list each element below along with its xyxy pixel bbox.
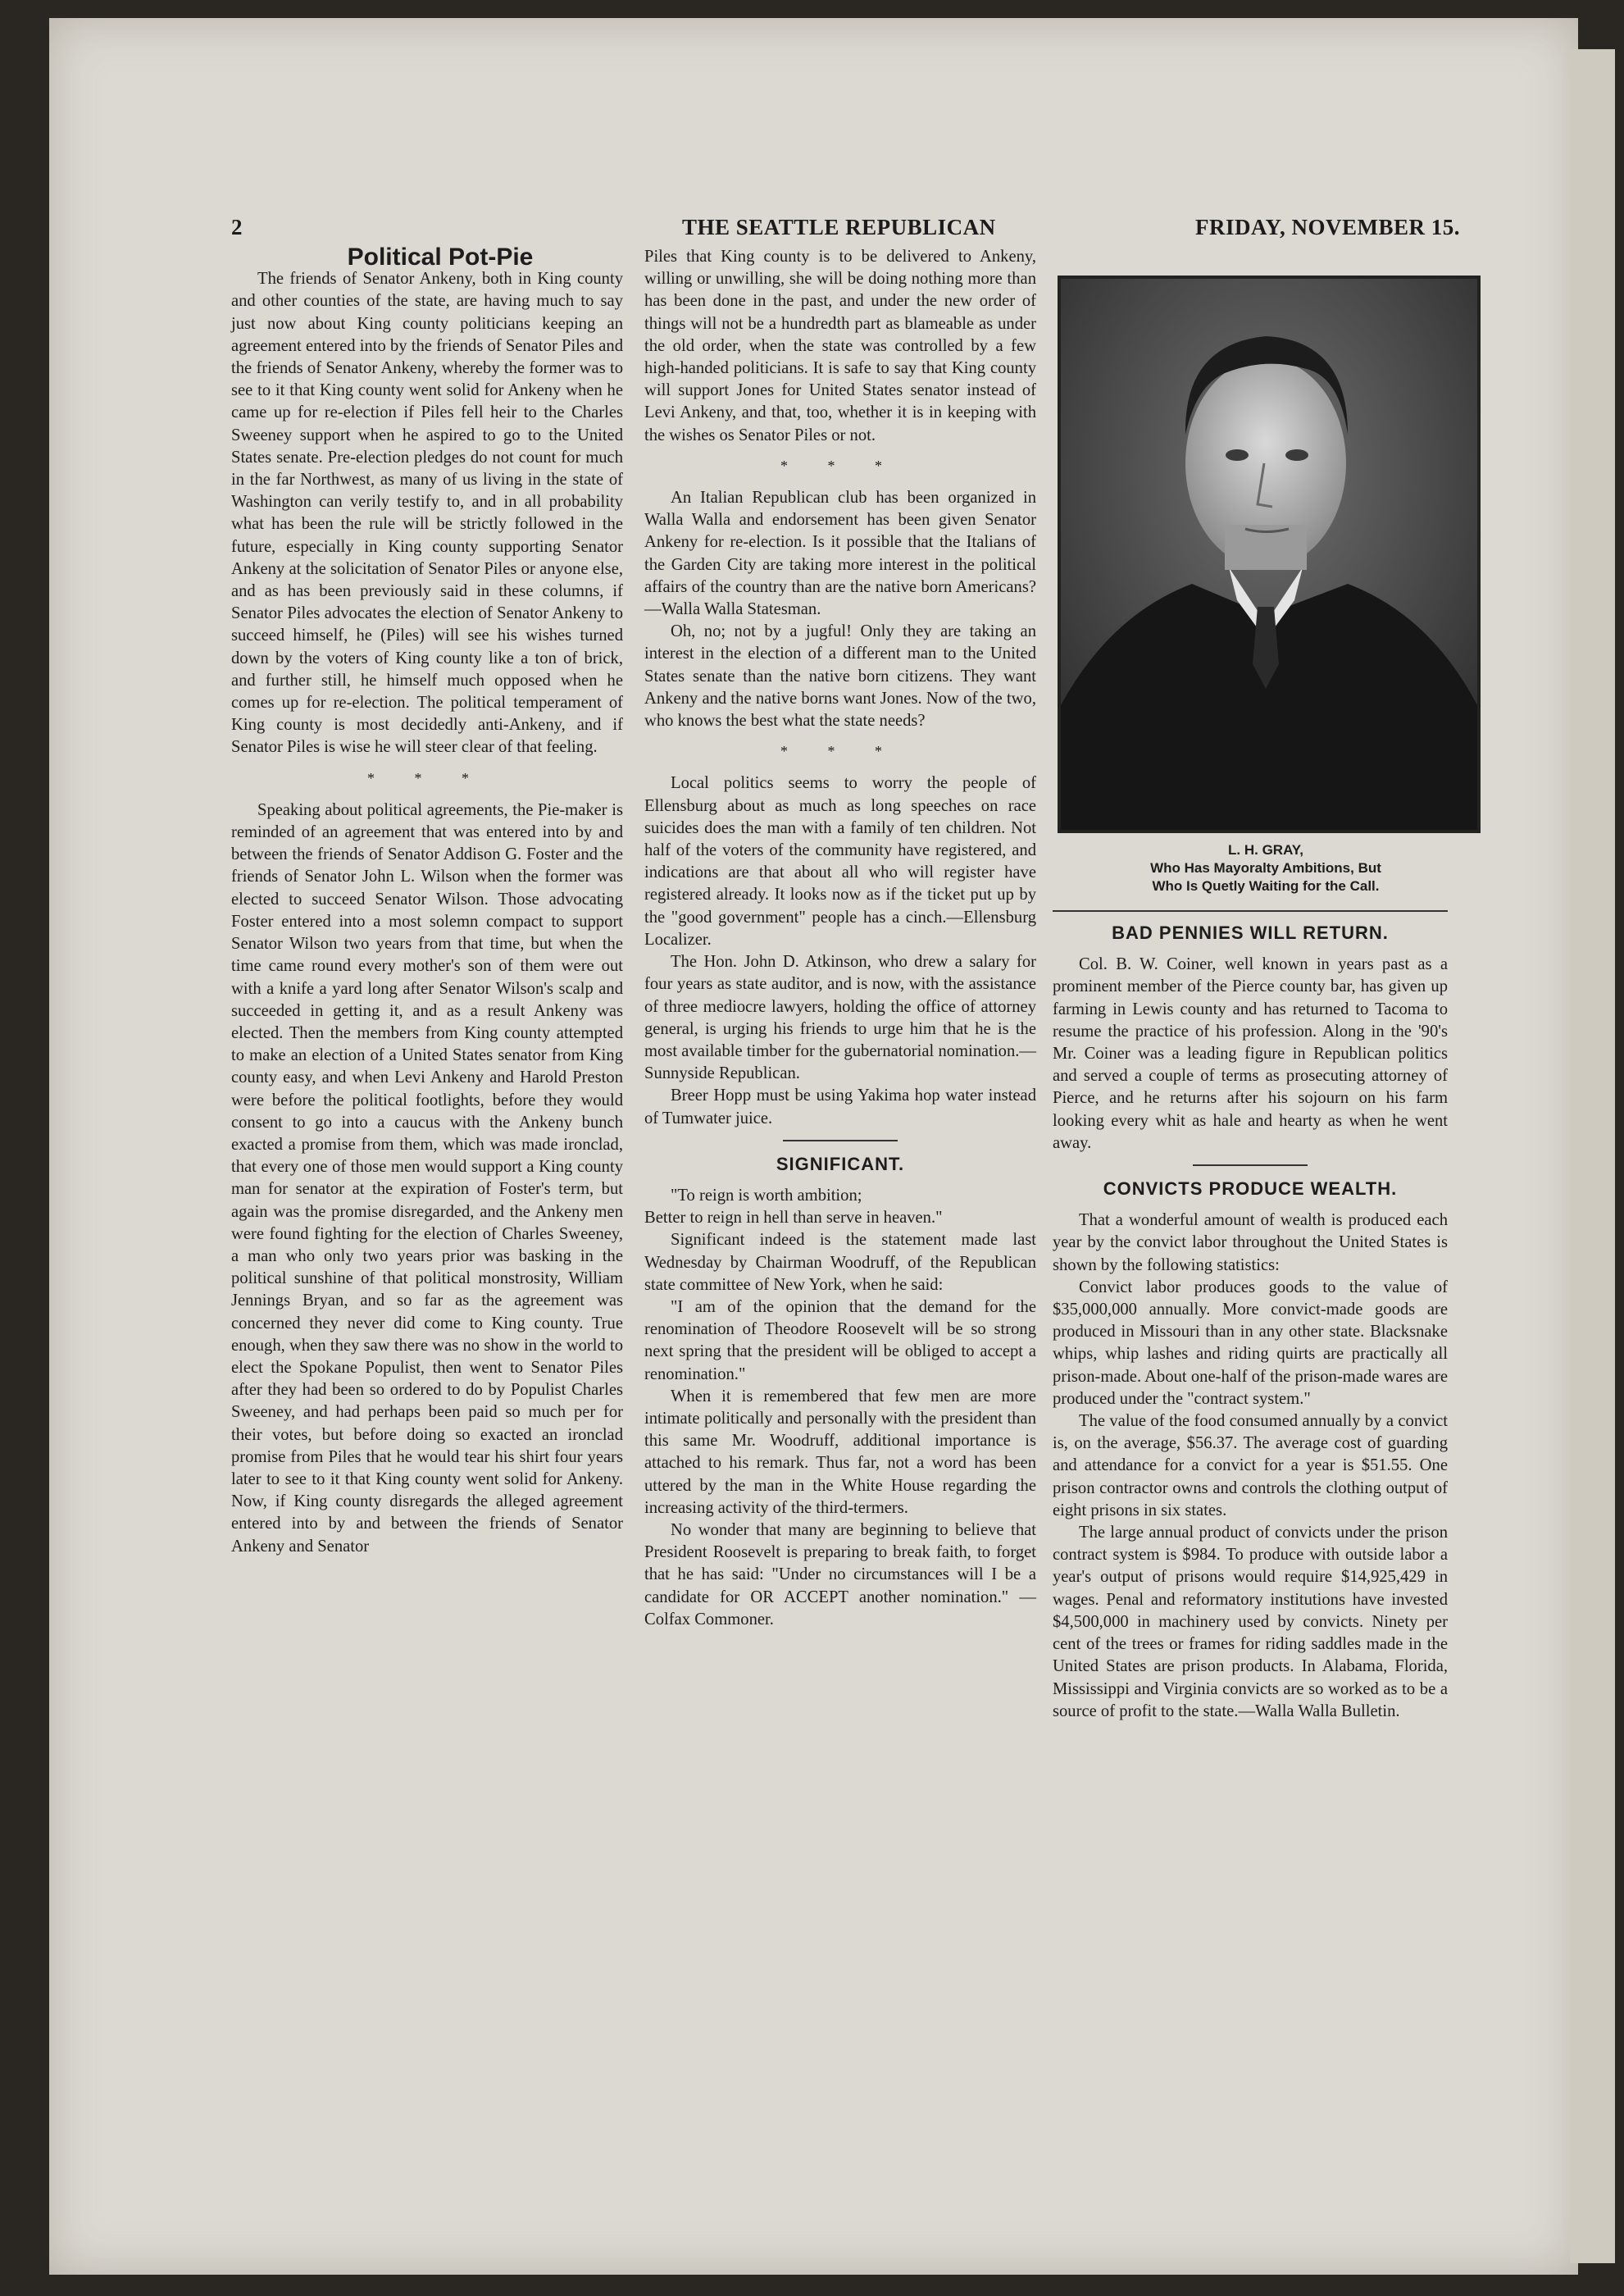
paragraph: The large annual product of convicts under the prison contract system is $984. To produce with outside labor a year's output of prisons would require $14,925,429 in wages. Penal and reformatory institutions have invested $4,500,000 in machinery used by convicts. Ninety per cent of the trees or frames for riding saddles made in the United States are prison products. In Alabama, Florida, Mississippi and Virginia convicts are so worked as to be a source of profit to the state.—Walla Walla Bulletin. — [1053, 1524, 1448, 1720]
article-title-significant: SIGNIFICANT. — [776, 1153, 905, 1174]
paragraph: The Hon. John D. Atkinson, who drew a salary for four years as state auditor, and is now, with the assistance of three mediocre lawyers, holding the office of attorney general, is urging his friends to urge him that he is the most available timber for the gubernatorial nomination.—Sunnyside Republican. — [644, 953, 1036, 1083]
column-2 — [644, 246, 1036, 1631]
paragraph: The value of the food consumed annually by a convict is, on the average, $56.37. The average cost of guarding and attendance for a convict for a year is $51.55. One prison contractor owns and controls the clothing output of eight prisons in six states. — [1053, 1412, 1448, 1519]
section-divider-stars: * * * — [367, 769, 487, 786]
paragraph: Significant indeed is the statement made last Wednesday by Chairman Woodruff, of the Republican state committee of New York, when he said: — [644, 1231, 1036, 1294]
paragraph: Col. B. W. Coiner, well known in years past as a prominent member of the Pierce county bar, has given up farming in Lewis county and has returned to Tacoma to resume the practice of his profession. Along in the '90's Mr. Coiner was a leading figure in Republican politics and served a couple of terms as prosecuting attorney of Pierce, and he returns after his sojourn on his farm looking every whit as hale and hearty as when he went away. — [1053, 955, 1448, 1152]
paragraph: The friends of Senator Ankeny, both in King county and other counties of the state, are having much to say just now about King county politicians keeping an agreement entered into by the friends of Senator Piles and the friends of Senator Ankeny, whereby the former was to see to it that King county went solid for Ankeny when he came up for re-election if Piles fell heir to the Charles Sweeney support when he aspired to go to the United States senate. Pre-election pledges do not count for much in the far Northwest, as many of us living in the state of Washington can verily testify to, and in all probability what has been the rule will be strictly followed in the future, especially in King county supporting Senator Ankeny at the solicitation of Senator Piles or anyone else, and as has been previously said in these columns, if Senator Piles advocates the election of Senator Ankeny to succeed himself, he (Piles) will see his wishes turned down by the voters of King county like a ton of brick, and further still, he himself much opposed when he comes up for re-election. The political temperament of King county is most decidedly anti-Ankeny, and if Senator Piles is wise he will steer clear of that feeling. — [231, 270, 623, 757]
photo-caption — [1051, 841, 1481, 895]
portrait-image — [1061, 279, 1477, 830]
verse-line: "To reign is worth ambition; — [671, 1186, 862, 1205]
column-3 — [1053, 902, 1448, 1723]
caption-line: Who Has Mayoralty Ambitions, But — [1150, 860, 1381, 876]
article-title-bad-pennies: BAD PENNIES WILL RETURN. — [1112, 922, 1389, 943]
paragraph: Oh, no; not by a jugful! Only they are taking an interest in the election of a different man to the United States senate than the native born citizens. They want Ankeny and the native borns want Jones. Now of the two, who knows the best what the state needs? — [644, 622, 1036, 731]
verse-line: Better to reign in hell than serve in heaven." — [644, 1209, 943, 1228]
caption-line: Who Is Quetly Waiting for the Call. — [1152, 878, 1380, 894]
article-title-political-pot-pie: Political Pot-Pie — [347, 244, 534, 271]
paragraph: "I am of the opinion that the demand for the renomination of Theodore Roosevelt will be so strong next spring that the president will be obliged to accept a renomination." — [644, 1297, 1036, 1383]
adjacent-page-edge — [1570, 49, 1615, 2263]
masthead-title: THE SEATTLE REPUBLICAN — [682, 215, 996, 239]
caption-name: L. H. GRAY, — [1228, 842, 1303, 858]
page-number: 2 — [231, 215, 243, 239]
paragraph: No wonder that many are beginning to believe that President Roosevelt is preparing to break faith, to forget that he has said: "Under no circumstances will I be a candidate for OR ACCEPT another nomination." —Colfax Commoner. — [644, 1520, 1036, 1629]
divider-rule — [783, 1140, 898, 1141]
column-1 — [231, 246, 623, 1558]
section-divider-stars: * * * — [780, 743, 900, 760]
portrait-photo — [1058, 276, 1481, 833]
paragraph: When it is remembered that few men are more intimate politically and personally with the president than this same Mr. Woodruff, additional importance is attached to his remark. Thus far, not a word has been uttered by the man in the White House regarding the increasing activity of the third-termers. — [644, 1387, 1036, 1517]
section-divider-stars: * * * — [780, 457, 900, 474]
divider-rule — [1193, 1164, 1308, 1166]
paragraph: Breer Hopp must be using Yakima hop water instead of Tumwater juice. — [644, 1086, 1036, 1128]
article-title-convicts: CONVICTS PRODUCE WEALTH. — [1103, 1178, 1398, 1200]
divider-rule — [1053, 910, 1448, 912]
paragraph: Speaking about political agreements, the Pie-maker is reminded of an agreement that was entered into by and between the friends of Senator Addison G. Foster and the friends of Senator John L. Wilson when the former was elected to succeed Senator Wilson. Those advocating Foster entered into a most solemn compact to support Senator Wilson two years from that time, but when the time came round every mother's son of them were out with a knife a yard long after Senator Wilson's scalp and succeeded in getting it, and as a result Ankeny was elected. Then the members from King county attempted to make an election of a United States senator from King county easy, and when Levi Ankeny and Harold Preston were before the political footlights, before they would consent to go into a caucus with the Ankeny bunch exacted a promise from them, which was made ironclad, that every one of those men would support a King county man for senator at the expiration of Foster's term, but again was the promise disregarded, and the Ankeny men were found fighting for the election of Charles Sweeney, a man who only two years prior was basking in the political sunshine of that political monstrosity, William Jennings Bryan, and so far as the agreement was concerned they never did come to King county. True enough, when they saw there was no show in the world to elect the Spokane Populist, then went to Senator Piles after they had been so ordered to do by Populist Charles Sweeney, and had perhaps been paid so much per for their votes, but before doing so exacted an ironclad promise from Piles that he would tear his shirt four years later to see to it that King county went solid for Ankeny. Now, if King county disregards the alleged agreement entered into by and between the friends of Senator Ankeny and Senator — [231, 800, 623, 1556]
masthead-date: FRIDAY, NOVEMBER 15. — [1195, 215, 1461, 239]
paragraph: That a wonderful amount of wealth is produced each year by the convict labor throughout the United States is shown by the following statistics: — [1053, 1211, 1448, 1274]
paragraph: Convict labor produces goods to the value of $35,000,000 annually. More convict-made goods are produced in Missouri than in any other state. Blacksnake whips, whip lashes and riding quirts are practically all prison-made. About one-half of the prison-made wares are produced under the "contract system." — [1053, 1278, 1448, 1408]
paragraph: An Italian Republican club has been organized in Walla Walla and endorsement has been given Senator Ankeny for re-election. Is it possible that the Italians of the Garden City are taking more interest in the political affairs of the country than are the native born Americans?—Walla Walla Statesman. — [644, 489, 1036, 619]
paragraph: Piles that King county is to be delivered to Ankeny, willing or unwilling, she will be doing nothing more than has been done in the past, and under the new order of things will not be a hundredth part as blameable as under the old order, when the state was controlled by a few high-handed politicians. It is safe to say that King county will support Jones for United States senator instead of Levi Ankeny, and that, too, whether it is in keeping with the wishes os Senator Piles or not. — [644, 248, 1036, 444]
paragraph: Local politics seems to worry the people of Ellensburg about as much as long speeches on race suicides does the man with a family of ten children. Not half of the voters of the community have registered, and indications are that about all who will register have registered already. It looks now as if the ticket put up by the "good government" people has a cinch.—Ellensburg Localizer. — [644, 774, 1036, 949]
